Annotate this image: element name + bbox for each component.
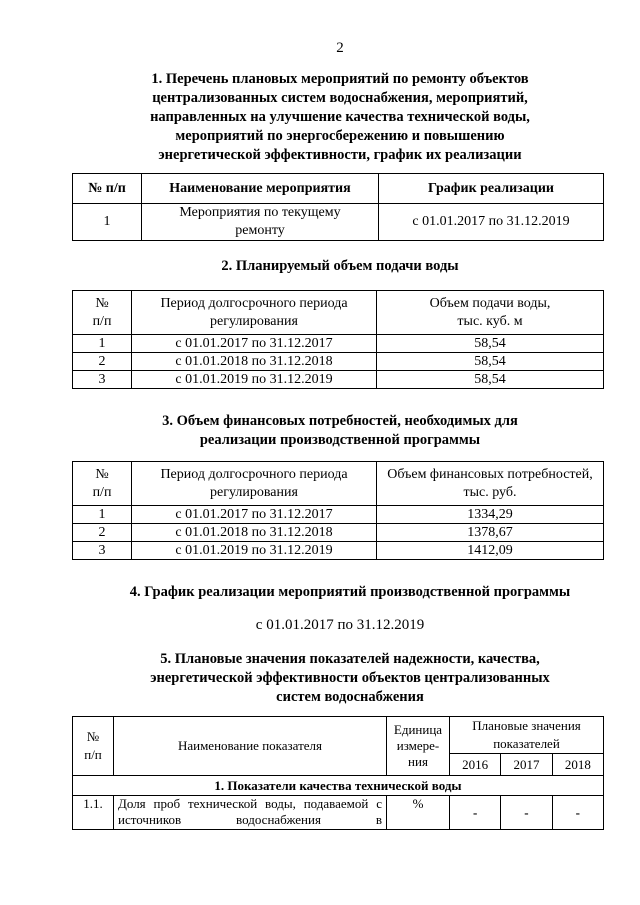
row-period: с 01.01.2019 по 31.12.2019 <box>132 371 377 389</box>
row-period: с 01.01.2018 по 31.12.2018 <box>132 524 377 542</box>
col-header-indicator: Наименование показателя <box>114 717 387 776</box>
row-period: с 01.01.2019 по 31.12.2019 <box>132 542 377 560</box>
row-name-line: ремонту <box>235 223 285 238</box>
row-num: 3 <box>73 542 132 560</box>
col-header-name: Наименование мероприятия <box>142 174 379 204</box>
row-period: с 01.01.2017 по 31.12.2017 <box>132 335 377 353</box>
header-line: № <box>95 466 109 482</box>
col-header-num <box>73 291 132 335</box>
row-value: 1334,29 <box>377 506 604 524</box>
row-period: с 01.01.2017 по 31.12.2017 <box>132 506 377 524</box>
row-value-2016: - <box>450 796 501 830</box>
header-line: тыс. руб. <box>463 484 517 500</box>
row-value: 58,54 <box>377 335 604 353</box>
header-line: Объем подачи воды, <box>429 295 551 311</box>
section5-title-line: 5. Плановые значения показателей надежности, качества, <box>160 651 540 667</box>
section3-title-line: реализации производственной программы <box>199 432 481 448</box>
table-row <box>73 335 604 353</box>
header-line: п/п <box>92 313 112 329</box>
row-name <box>142 204 379 241</box>
row-value: 58,54 <box>377 371 604 389</box>
header-line: Период долгосрочного периода <box>160 466 348 482</box>
col-header-plan <box>450 717 604 754</box>
row-num: 1 <box>73 506 132 524</box>
section5-title-line: систем водоснабжения <box>276 689 424 705</box>
row-unit: % <box>387 796 450 830</box>
table-row <box>73 542 604 560</box>
section4-title: 4. График реализации мероприятий производственной программы <box>129 584 571 600</box>
row-num: 3 <box>73 371 132 389</box>
row-num: 1 <box>73 335 132 353</box>
group-title: 1. Показатели качества технической воды <box>73 776 604 796</box>
header-line: № <box>86 729 100 744</box>
section3-title <box>100 412 580 450</box>
col-header-year: 2018 <box>552 754 603 776</box>
row-value: 1412,09 <box>377 542 604 560</box>
header-line: ния <box>408 754 428 769</box>
section1-title-line: энергетической эффективности, график их реализации <box>158 147 522 163</box>
row-num: 1 <box>73 204 142 241</box>
col-header-period <box>132 291 377 335</box>
table-row <box>73 796 604 830</box>
header-line: Объем финансовых потребностей, <box>387 466 593 482</box>
row-value-2018: - <box>552 796 603 830</box>
row-num: 2 <box>73 524 132 542</box>
row-value: 58,54 <box>377 353 604 371</box>
section3-table <box>72 461 604 560</box>
header-line: Единица <box>393 722 443 737</box>
header-line: регулирования <box>210 484 298 500</box>
col-header-value <box>377 291 604 335</box>
section1-title <box>100 70 580 165</box>
col-header-period <box>132 462 377 506</box>
header-line: Период долгосрочного периода <box>160 295 348 311</box>
section1-title-line: направленных на улучшение качества технической воды, <box>150 109 530 125</box>
section5-title <box>80 650 620 707</box>
col-header-year: 2016 <box>450 754 501 776</box>
table-row <box>73 204 604 241</box>
header-line: п/п <box>84 747 102 762</box>
table-row <box>73 524 604 542</box>
row-name-line: Мероприятия по текущему <box>179 205 341 220</box>
col-header-schedule: График реализации <box>379 174 604 204</box>
row-value: 1378,67 <box>377 524 604 542</box>
row-name-line: источников водоснабжения в <box>118 812 382 827</box>
section2-table <box>72 290 604 389</box>
section2-title: 2. Планируемый объем подачи воды <box>221 258 459 274</box>
table-row <box>73 353 604 371</box>
section1-title-line: 1. Перечень плановых мероприятий по ремонту объектов <box>151 71 529 87</box>
row-period: с 01.01.2018 по 31.12.2018 <box>132 353 377 371</box>
section1-title-line: мероприятий по энергосбережению и повышению <box>175 128 505 144</box>
header-line: измере- <box>396 738 440 753</box>
section1-title-line: централизованных систем водоснабжения, мероприятий, <box>152 90 528 106</box>
header-line: показателей <box>493 736 560 751</box>
row-schedule: с 01.01.2017 по 31.12.2019 <box>379 204 604 241</box>
row-name-line: Доля проб технической воды, подаваемой с <box>118 796 382 811</box>
section3-title-line: 3. Объем финансовых потребностей, необходимых для <box>162 413 518 429</box>
header-line: тыс. куб. м <box>457 313 523 329</box>
section5-title-line: энергетической эффективности объектов централизованных <box>150 670 550 686</box>
row-num: 1.1. <box>73 796 114 830</box>
col-header-num <box>73 717 114 776</box>
page-number: 2 <box>336 40 344 56</box>
col-header-value <box>377 462 604 506</box>
col-header-unit <box>387 717 450 776</box>
header-line: Плановые значения <box>472 718 581 733</box>
row-name <box>114 796 387 830</box>
section5-table <box>72 716 604 830</box>
header-line: п/п <box>92 484 112 500</box>
col-header-num: № п/п <box>73 174 142 204</box>
header-line: № <box>95 295 109 311</box>
col-header-year: 2017 <box>501 754 552 776</box>
row-value-2017: - <box>501 796 552 830</box>
row-num: 2 <box>73 353 132 371</box>
table-row <box>73 506 604 524</box>
section4-period: с 01.01.2017 по 31.12.2019 <box>255 617 425 633</box>
col-header-num <box>73 462 132 506</box>
table-row <box>73 371 604 389</box>
header-line: регулирования <box>210 313 298 329</box>
section1-table <box>72 173 604 241</box>
